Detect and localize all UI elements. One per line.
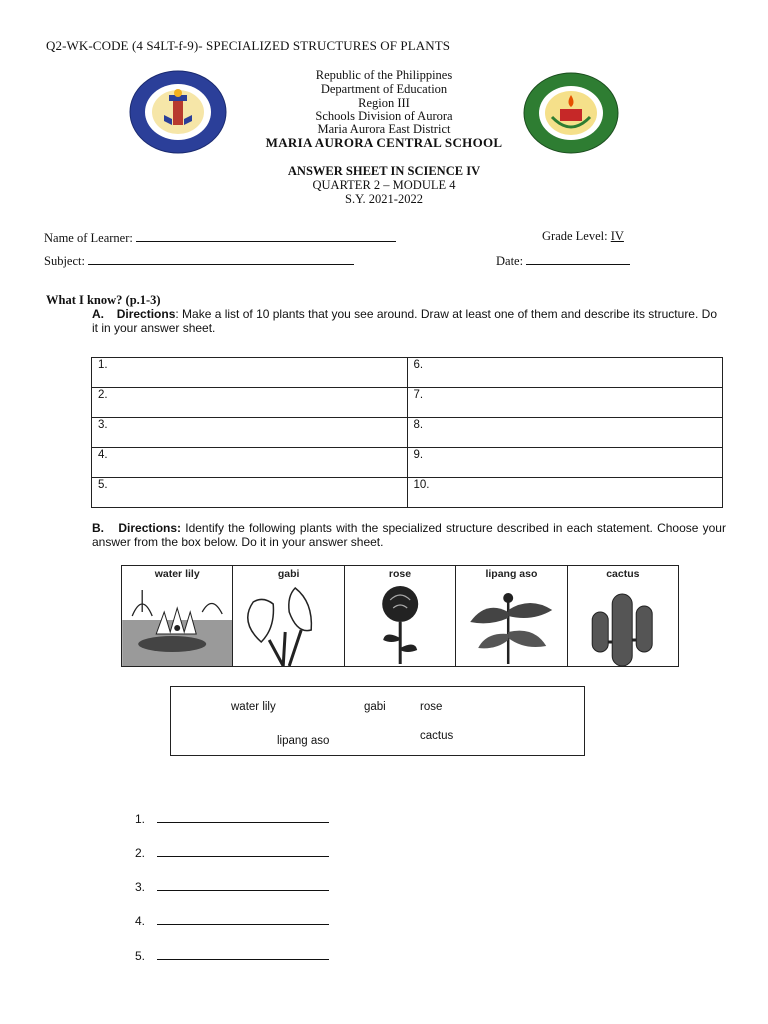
learner-name-label: Name of Learner:: [44, 231, 133, 245]
answer-sheet-title: ANSWER SHEET IN SCIENCE IV: [287, 164, 481, 178]
cactus-icon: [568, 582, 678, 666]
section-a-directions-text: : Make a list of 10 plants that you see around. Draw at least one of them and describe its structure. Do it in your answer sheet.: [92, 307, 717, 335]
region-line: Region III: [358, 96, 410, 110]
answer-line[interactable]: [135, 914, 329, 928]
republic-line: Republic of the Philippines: [315, 68, 453, 82]
date-label: Date:: [496, 254, 524, 268]
subject-line[interactable]: [88, 252, 354, 265]
grade-level-label: Grade Level:: [542, 229, 608, 243]
grade-level-value: IV: [610, 229, 624, 243]
answer-line[interactable]: [135, 880, 329, 894]
choice-lipang-aso: lipang aso: [277, 735, 330, 747]
section-b-directions: [92, 521, 726, 549]
plant-rose: [345, 566, 456, 666]
plant-label: lipang aso: [485, 568, 538, 580]
answer-blank[interactable]: [157, 812, 329, 823]
plant-water-lily: [122, 566, 233, 666]
table-cell[interactable]: 8.: [407, 418, 723, 448]
table-cell[interactable]: 4.: [92, 448, 408, 478]
date-line[interactable]: [526, 252, 630, 265]
section-a-letter: A.: [92, 307, 104, 321]
division-line: Schools Division of Aurora: [315, 109, 453, 123]
plant-label: water lily: [154, 568, 200, 580]
table-cell[interactable]: 3.: [92, 418, 408, 448]
plant-label: rose: [388, 568, 412, 580]
grade-level-field: [542, 229, 624, 244]
answer-blank[interactable]: [157, 880, 329, 891]
table-row: [92, 478, 723, 508]
plant-label: gabi: [277, 568, 300, 580]
answer-line[interactable]: [135, 812, 329, 826]
table-row: [92, 448, 723, 478]
answer-line[interactable]: [135, 846, 329, 860]
plant-label: cactus: [606, 568, 640, 580]
school-name: MARIA AURORA CENTRAL SCHOOL: [265, 135, 503, 150]
table-cell[interactable]: 10.: [407, 478, 723, 508]
answer-number: 5.: [135, 949, 146, 963]
subject-field[interactable]: [44, 252, 354, 269]
table-cell[interactable]: 1.: [92, 358, 408, 388]
school-year: S.Y. 2021-2022: [345, 192, 423, 206]
rose-icon: [345, 582, 455, 666]
choice-water-lily: water lily: [231, 701, 276, 713]
table-row: [92, 388, 723, 418]
plant-lipang-aso: [456, 566, 567, 666]
table-cell[interactable]: 7.: [407, 388, 723, 418]
answer-number: 3.: [135, 880, 146, 894]
water-lily-icon: [122, 582, 232, 666]
choice-cactus: cactus: [420, 730, 454, 742]
learner-name-line[interactable]: [136, 229, 396, 242]
section-b-letter: B.: [92, 521, 104, 535]
choices-box: [170, 686, 585, 756]
quarter-module: QUARTER 2 – MODULE 4: [312, 178, 456, 192]
table-cell[interactable]: 6.: [407, 358, 723, 388]
date-field[interactable]: [496, 252, 630, 269]
section-b-directions-label: Directions:: [118, 521, 182, 535]
lipang-aso-icon: [456, 582, 566, 666]
subject-label: Subject:: [44, 254, 85, 268]
answer-number: 1.: [135, 812, 146, 826]
plants-list-table: [91, 357, 723, 508]
table-row: [92, 358, 723, 388]
section-b-directions-text: Identify the following plants with the specialized structure described in each statement. Choose your answer from the box below. Do it in your answer sheet.: [92, 521, 726, 549]
gabi-leaf-icon: [233, 582, 343, 666]
plant-pictures-strip: [121, 565, 679, 667]
plant-cactus: [568, 566, 678, 666]
learner-name-field[interactable]: [44, 229, 396, 246]
answer-number: 2.: [135, 846, 146, 860]
table-cell[interactable]: 2.: [92, 388, 408, 418]
answer-blank[interactable]: [157, 914, 329, 925]
worksheet-code: Q2-WK-CODE (4 S4LT-f-9)- SPECIALIZED STRUCTURES OF PLANTS: [46, 38, 451, 53]
choice-rose: rose: [420, 701, 443, 713]
answer-number: 4.: [135, 914, 146, 928]
answer-blank[interactable]: [157, 846, 329, 857]
answer-blank[interactable]: [157, 949, 329, 960]
answer-line[interactable]: [135, 949, 329, 963]
section-a-directions-label: Directions: [116, 307, 176, 321]
plant-gabi: [233, 566, 344, 666]
table-cell[interactable]: 5.: [92, 478, 408, 508]
table-row: [92, 418, 723, 448]
section-a-directions: [92, 307, 726, 335]
district-line: Maria Aurora East District: [317, 122, 451, 136]
choice-gabi: gabi: [364, 701, 386, 713]
department-line: Department of Education: [320, 82, 448, 96]
what-i-know-heading: What I know? (p.1-3): [46, 293, 161, 307]
table-cell[interactable]: 9.: [407, 448, 723, 478]
